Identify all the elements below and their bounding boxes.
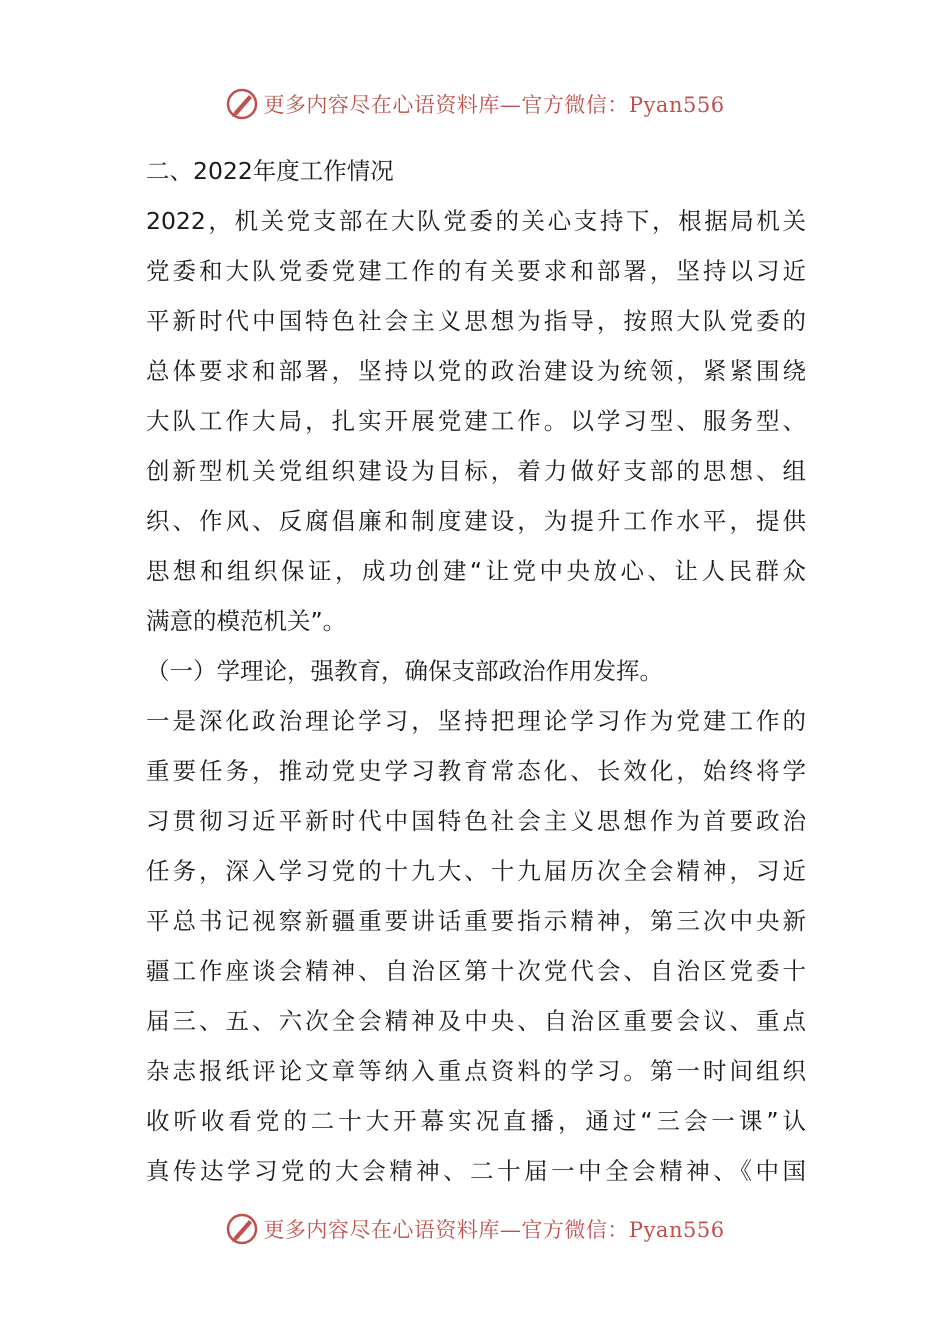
paragraph-line: 任务，深入学习党的十九大、十九届历次全会精神，习近 [146, 857, 806, 885]
paragraph-line: 党委和大队党委党建工作的有关要求和部署，坚持以习近 [146, 257, 806, 285]
paragraph-line: 平总书记视察新疆重要讲话重要指示精神，第三次中央新 [146, 907, 806, 935]
watermark-footer [0, 1209, 950, 1249]
paragraph-line: 创新型机关党组织建设为目标，着力做好支部的思想、组 [146, 457, 806, 485]
paragraph-line: 真传达学习党的大会精神、二十届一中全会精神、《中国 [146, 1157, 806, 1185]
paragraph-line: 一是深化政治理论学习，坚持把理论学习作为党建工作的 [146, 707, 806, 735]
watermark-text: 更多内容尽在心语资料库—官方微信：Pyan556 [263, 1218, 725, 1242]
watermark-text: 更多内容尽在心语资料库—官方微信：Pyan556 [263, 93, 725, 117]
paragraph-line: 2022，机关党支部在大队党委的关心支持下，根据局机关 [146, 207, 806, 235]
pen-circle-logo-icon [225, 1212, 259, 1246]
paragraph-line: 满意的模范机关”。 [146, 607, 347, 635]
paragraph-line: 重要任务，推动党史学习教育常态化、长效化，始终将学 [146, 757, 806, 785]
paragraph-line: 大队工作大局，扎实开展党建工作。以学习型、服务型、 [146, 407, 806, 435]
paragraph-line: 思想和组织保证，成功创建“让党中央放心、让人民群众 [146, 557, 806, 585]
paragraph-line: 疆工作座谈会精神、自治区第十次党代会、自治区党委十 [146, 957, 806, 985]
paragraph-line: 织、作风、反腐倡廉和制度建设，为提升工作水平，提供 [146, 507, 806, 535]
paragraph-line: 总体要求和部署，坚持以党的政治建设为统领，紧紧围绕 [146, 357, 806, 385]
paragraph-line: 收听收看党的二十大开幕实况直播，通过“三会一课”认 [146, 1107, 806, 1135]
paragraph-line: 届三、五、六次全会精神及中央、自治区重要会议、重点 [146, 1007, 806, 1035]
subsection-heading: （一）学理论，强教育，确保支部政治作用发挥。 [146, 657, 663, 685]
section-heading: 二、2022年度工作情况 [146, 157, 394, 185]
paragraph-line: 习贯彻习近平新时代中国特色社会主义思想作为首要政治 [146, 807, 806, 835]
paragraph-line: 杂志报纸评论文章等纳入重点资料的学习。第一时间组织 [146, 1057, 806, 1085]
document-body [146, 146, 806, 1196]
watermark-header [0, 84, 950, 124]
paragraph-line: 平新时代中国特色社会主义思想为指导，按照大队党委的 [146, 307, 806, 335]
pen-circle-logo-icon [225, 87, 259, 121]
